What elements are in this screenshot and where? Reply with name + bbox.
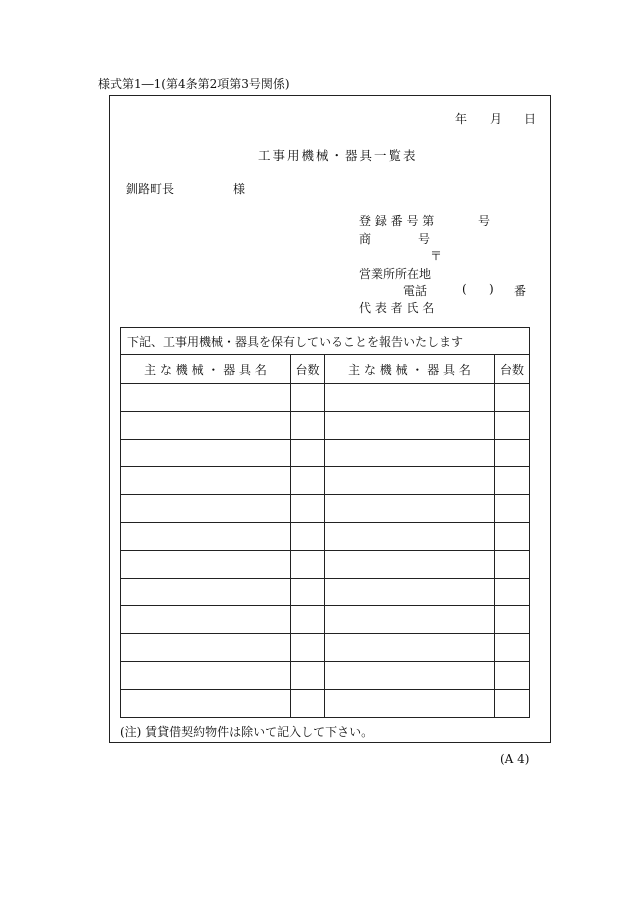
count-cell[interactable] [291, 634, 325, 662]
machine-name-cell[interactable] [325, 384, 495, 412]
header-count-right: 台数 [495, 355, 530, 384]
postal-mark: 〒 [430, 249, 443, 263]
note: (注) 賃貸借契約物件は除いて記入して下さい。 [120, 725, 374, 739]
machine-name-cell[interactable] [325, 661, 495, 689]
machine-name-cell[interactable] [121, 550, 291, 578]
trade-name-label: 商 [359, 232, 372, 246]
machine-name-cell[interactable] [325, 634, 495, 662]
count-cell[interactable] [291, 606, 325, 634]
count-cell[interactable] [495, 411, 530, 439]
machine-name-cell[interactable] [121, 439, 291, 467]
table-row [121, 550, 530, 578]
date-year: 年 [455, 112, 468, 126]
count-cell[interactable] [291, 689, 325, 717]
count-cell[interactable] [495, 384, 530, 412]
count-cell[interactable] [495, 689, 530, 717]
table-row [121, 384, 530, 412]
machine-name-cell[interactable] [121, 384, 291, 412]
count-cell[interactable] [291, 661, 325, 689]
count-cell[interactable] [291, 578, 325, 606]
table-row [121, 578, 530, 606]
count-cell[interactable] [291, 384, 325, 412]
count-cell[interactable] [495, 661, 530, 689]
machine-name-cell[interactable] [325, 550, 495, 578]
machine-name-cell[interactable] [325, 467, 495, 495]
count-cell[interactable] [495, 439, 530, 467]
count-cell[interactable] [495, 550, 530, 578]
form-header: 様式第1―1(第4条第2項第3号関係) [98, 77, 290, 91]
table-row [121, 495, 530, 523]
paper-size: (A 4) [500, 752, 530, 766]
header-machine-name-left: 主 な 機 械 ・ 器 具 名 [121, 355, 291, 384]
table-row [121, 411, 530, 439]
machine-name-cell[interactable] [121, 661, 291, 689]
phone-label: 電話 [403, 284, 428, 298]
machine-name-cell[interactable] [325, 495, 495, 523]
machine-name-cell[interactable] [325, 439, 495, 467]
machine-name-cell[interactable] [121, 411, 291, 439]
trade-name-suffix: 号 [418, 232, 431, 246]
count-cell[interactable] [495, 522, 530, 550]
date-day: 日 [524, 112, 537, 126]
count-cell[interactable] [291, 467, 325, 495]
registration-suffix: 号 [478, 214, 491, 228]
header-count-left: 台数 [291, 355, 325, 384]
machine-name-cell[interactable] [121, 606, 291, 634]
table-row [121, 606, 530, 634]
addressee-honorific: 様 [233, 182, 246, 196]
count-cell[interactable] [495, 495, 530, 523]
machine-name-cell[interactable] [325, 522, 495, 550]
count-cell[interactable] [495, 467, 530, 495]
machine-name-cell[interactable] [121, 634, 291, 662]
machine-name-cell[interactable] [121, 689, 291, 717]
machine-name-cell[interactable] [325, 411, 495, 439]
count-cell[interactable] [291, 495, 325, 523]
phone-suffix: 番 [514, 284, 527, 298]
count-cell[interactable] [495, 606, 530, 634]
table-row [121, 661, 530, 689]
machine-name-cell[interactable] [325, 689, 495, 717]
table-row [121, 439, 530, 467]
phone-open-paren: ( [462, 282, 467, 296]
document-title: 工事用機械・器具一覧表 [258, 148, 418, 163]
table-row [121, 689, 530, 717]
machine-name-cell[interactable] [325, 578, 495, 606]
machine-name-cell[interactable] [121, 467, 291, 495]
equipment-table [120, 327, 530, 718]
count-cell[interactable] [291, 439, 325, 467]
count-cell[interactable] [291, 550, 325, 578]
header-machine-name-right: 主 な 機 械 ・ 器 具 名 [325, 355, 495, 384]
count-cell[interactable] [291, 411, 325, 439]
office-location-label: 営業所所在地 [359, 267, 432, 281]
machine-name-cell[interactable] [121, 578, 291, 606]
machine-name-cell[interactable] [325, 606, 495, 634]
table-row [121, 634, 530, 662]
count-cell[interactable] [495, 578, 530, 606]
machine-name-cell[interactable] [121, 522, 291, 550]
registration-label: 登 録 番 号 第 [359, 214, 435, 228]
representative-label: 代 表 者 氏 名 [359, 301, 435, 315]
table-caption: 下記、工事用機械・器具を保有していることを報告いたします [121, 328, 530, 355]
table-row [121, 522, 530, 550]
machine-name-cell[interactable] [121, 495, 291, 523]
table-row [121, 467, 530, 495]
count-cell[interactable] [291, 522, 325, 550]
addressee-name: 釧路町長 [126, 182, 175, 196]
date-month: 月 [490, 112, 503, 126]
count-cell[interactable] [495, 634, 530, 662]
phone-close-paren: ) [489, 282, 494, 296]
